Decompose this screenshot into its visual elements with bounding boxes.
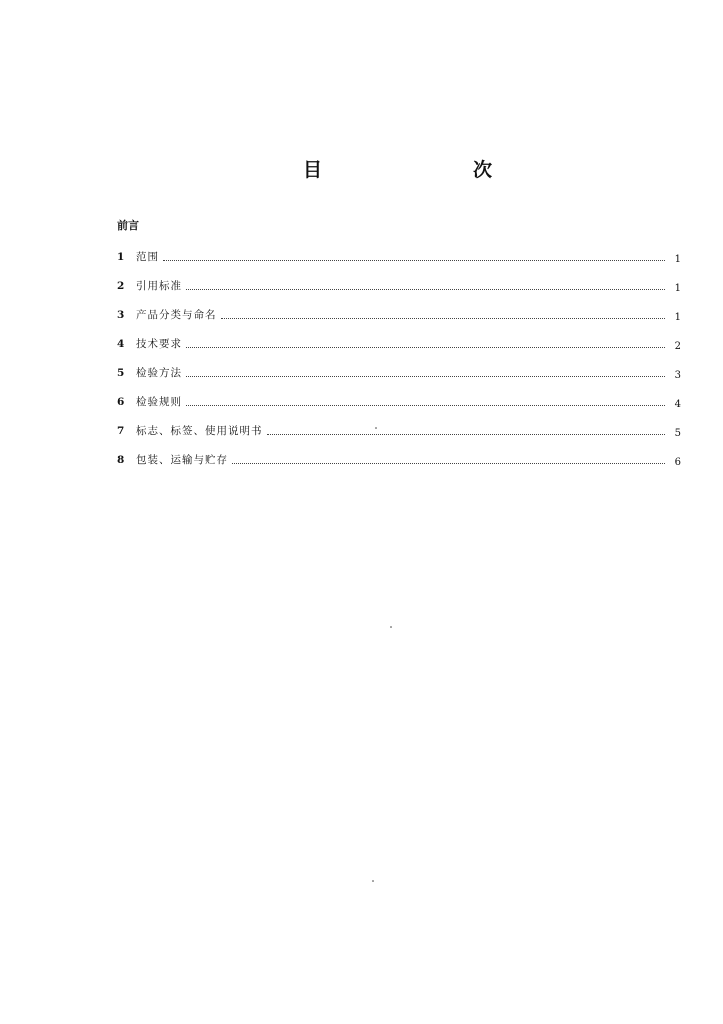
scan-speck xyxy=(375,427,377,429)
toc-leader-dots xyxy=(267,433,666,435)
scan-speck xyxy=(390,626,392,628)
toc-entry-label: 引用标准 xyxy=(136,280,182,292)
toc-entry-label: 产品分类与命名 xyxy=(136,309,217,321)
toc-entry-page: 1 xyxy=(674,312,681,323)
page-title xyxy=(0,158,723,186)
toc-entry-label: 检验方法 xyxy=(136,367,182,379)
toc-leader-dots xyxy=(186,404,665,406)
toc-entry xyxy=(117,422,681,438)
toc-leader-dots xyxy=(221,317,666,319)
toc-entry-page: 2 xyxy=(674,341,681,352)
toc-entry-number: 5 xyxy=(117,367,125,379)
toc-entry-label: 标志、标签、使用说明书 xyxy=(136,425,263,437)
toc-entry-number: 6 xyxy=(117,396,125,408)
toc-entry-page: 1 xyxy=(674,254,681,265)
toc-entry-page: 3 xyxy=(674,370,681,381)
toc-leader-dots xyxy=(163,259,665,261)
title-char-2: 次 xyxy=(473,159,493,181)
toc-entry-page: 4 xyxy=(674,399,681,410)
toc-entry-label: 包装、运输与贮存 xyxy=(136,454,228,466)
toc-leader-dots xyxy=(186,346,665,348)
scan-speck xyxy=(372,880,374,882)
toc-entry xyxy=(117,277,681,293)
title-char-1: 目 xyxy=(303,159,323,181)
toc-entry-number: 1 xyxy=(117,251,125,263)
toc-entry-page: 6 xyxy=(674,457,681,468)
toc-entry-label: 检验规则 xyxy=(136,396,182,408)
toc-entry xyxy=(117,335,681,351)
toc-entry-label: 技术要求 xyxy=(136,338,182,350)
toc-entry-label: 范围 xyxy=(136,251,159,263)
toc-foreword: 前言 xyxy=(117,219,139,232)
toc-entry-number: 4 xyxy=(117,338,125,350)
toc-entry-page: 1 xyxy=(674,283,681,294)
toc-entry xyxy=(117,364,681,380)
toc-entry-number: 3 xyxy=(117,309,125,321)
toc-entry-number: 2 xyxy=(117,280,125,292)
toc-entry-number: 8 xyxy=(117,454,125,466)
toc-entry xyxy=(117,306,681,322)
toc-entry xyxy=(117,248,681,264)
toc-entry-page: 5 xyxy=(674,428,681,439)
toc-entry xyxy=(117,393,681,409)
toc-entry xyxy=(117,451,681,467)
toc-leader-dots xyxy=(186,288,665,290)
toc-leader-dots xyxy=(232,462,665,464)
toc-leader-dots xyxy=(186,375,665,377)
toc-entry-number: 7 xyxy=(117,425,125,437)
